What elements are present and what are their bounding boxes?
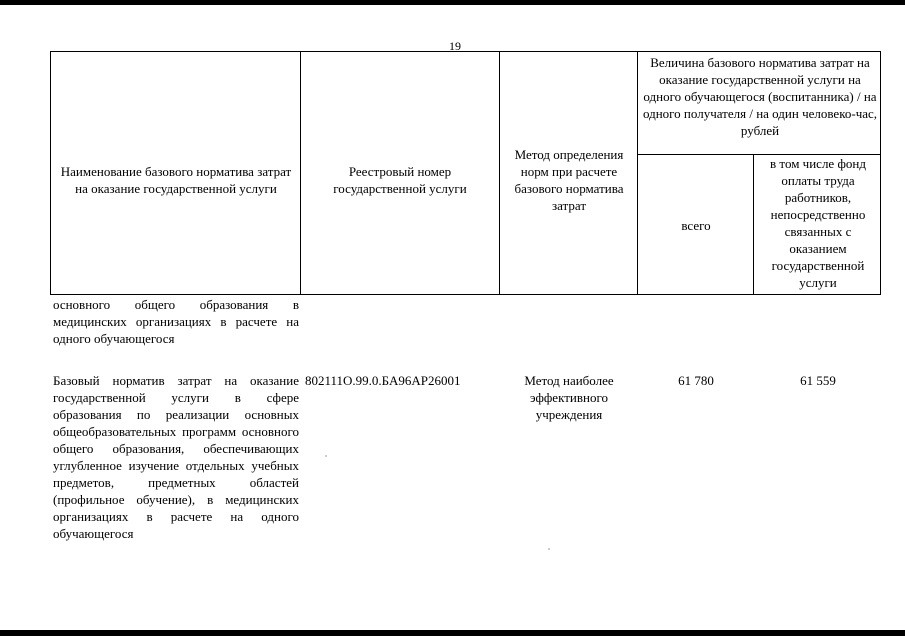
row-2-registry: 802111О.99.0.БА96АР26001 — [305, 373, 461, 388]
divider-v2 — [499, 51, 500, 295]
row-2-fund: 61 559 — [800, 373, 836, 388]
header-total: всего — [681, 217, 711, 233]
divider-v1 — [300, 51, 301, 295]
divider-v3 — [637, 51, 638, 295]
scan-speck — [548, 548, 550, 550]
row-2-total: 61 780 — [678, 373, 714, 388]
header-fund: в том числе фонд оплаты труда работников, непосредственно связанных с оказанием государственной услуги — [770, 156, 866, 290]
header-registry: Реестровый номер государственной услуги — [333, 164, 467, 196]
page-number: 19 — [449, 39, 461, 53]
header-name: Наименование базового норматива затрат на оказание государственной услуги — [60, 164, 292, 196]
row-1-name: основного общего образования в медицинских организациях в расчете на одного обучающегося — [53, 297, 299, 346]
bottom-rule — [0, 630, 905, 636]
divider-v4 — [753, 154, 754, 295]
row-2-method: Метод наиболее эффективного учреждения — [524, 373, 614, 422]
scan-speck — [325, 455, 327, 457]
top-rule — [0, 0, 905, 5]
header-value-group: Величина базового норматива затрат на оказание государственной услуги на одного обучающегося (воспитанника) / на одного получателя / на один человеко-час, рублей — [642, 55, 878, 138]
header-method: Метод определения норм при расчете базового норматива затрат — [514, 147, 624, 213]
row-2-name: Базовый норматив затрат на оказание государственной услуги в сфере образования по реализации основных общеобразовательных программ основного общего образования, обеспечивающих углубленное изучение отдельных учебных предметов, предметных областей (профильное обучение), в медицинских организациях в расчете на одного обучающегося — [53, 373, 299, 541]
